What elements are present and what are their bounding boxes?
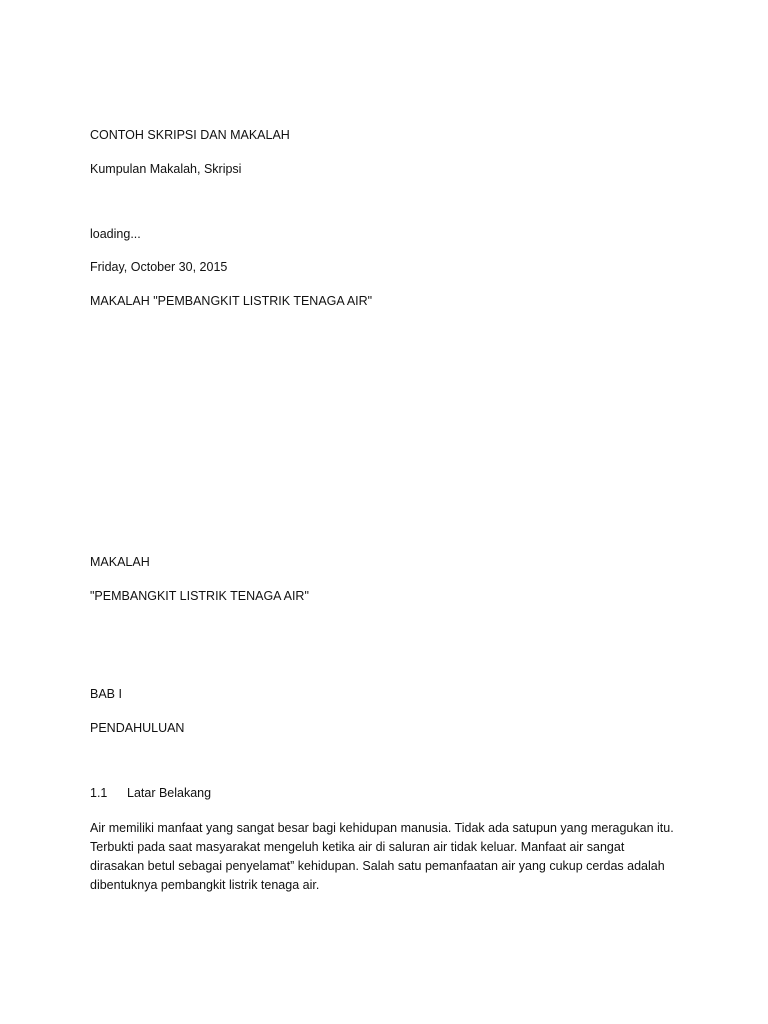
site-title: CONTOH SKRIPSI DAN MAKALAH xyxy=(90,128,290,142)
chapter-number: BAB I xyxy=(90,687,122,701)
chapter-title: PENDAHULUAN xyxy=(90,721,185,735)
site-tagline: Kumpulan Makalah, Skripsi xyxy=(90,162,242,176)
paragraph-line: Terbukti pada saat masyarakat mengeluh ketika air di saluran air tidak keluar. Manfaat air sangat xyxy=(90,840,625,854)
section-heading xyxy=(90,785,211,801)
section-title: Latar Belakang xyxy=(127,786,212,800)
cover-label: MAKALAH xyxy=(90,555,150,569)
section-number: 1.1 xyxy=(90,786,108,800)
loading-text: loading... xyxy=(90,227,141,241)
paragraph-line: dirasakan betul sebagai penyelamat” kehidupan. Salah satu pemanfaatan air yang cukup cerdas adalah xyxy=(90,859,665,873)
cover-title: "PEMBANGKIT LISTRIK TENAGA AIR" xyxy=(90,589,309,603)
paragraph-line: Air memiliki manfaat yang sangat besar bagi kehidupan manusia. Tidak ada satupun yang meragukan itu. xyxy=(90,821,674,835)
post-date: Friday, October 30, 2015 xyxy=(90,260,228,274)
body-paragraph xyxy=(90,819,690,895)
paragraph-line: dibentuknya pembangkit listrik tenaga air. xyxy=(90,878,320,892)
post-title: MAKALAH "PEMBANGKIT LISTRIK TENAGA AIR" xyxy=(90,294,373,308)
